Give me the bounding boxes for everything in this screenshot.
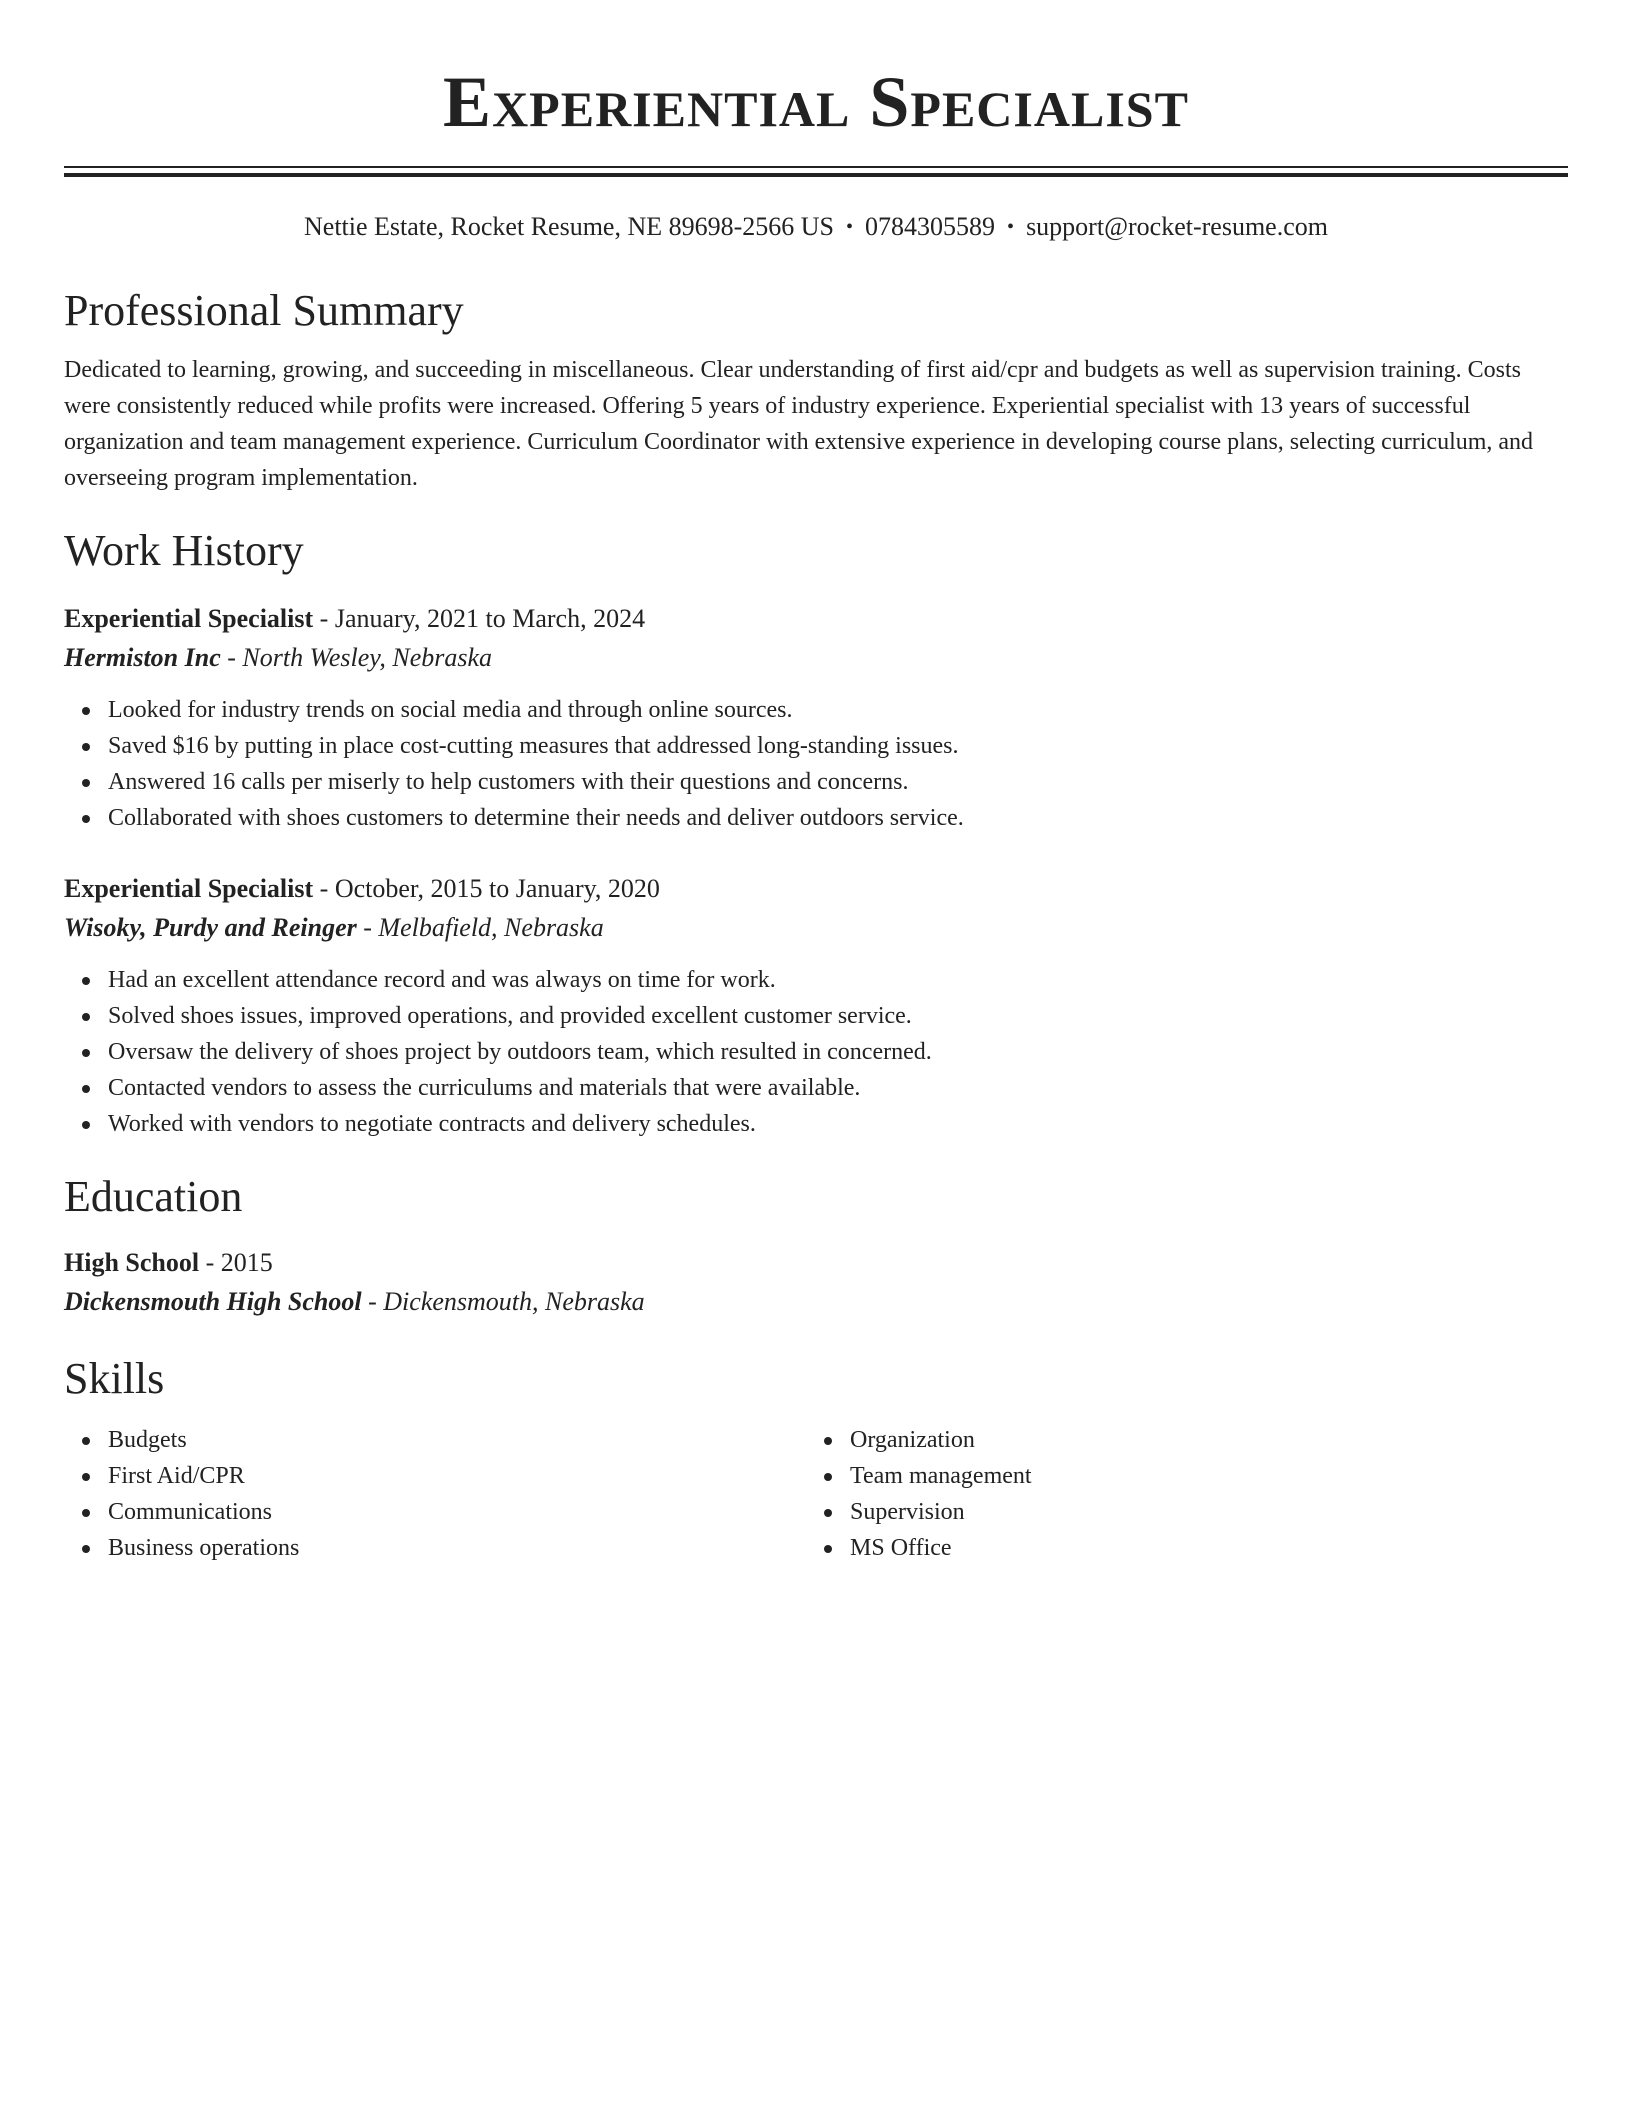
skills-list-right [806,1422,1548,1566]
job-entry-2 [64,870,1568,1142]
skill-text: Organization [850,1427,975,1453]
list-item [108,692,1568,728]
bullet-dot-icon [824,1509,832,1517]
list-item-text: Oversaw the delivery of shoes project by outdoors team, which resulted in concerned. [108,1039,932,1065]
job-title: Experiential Specialist [64,874,314,903]
job-title-line [64,600,1568,638]
title-divider [64,166,1568,178]
list-item [108,1458,806,1494]
list-item [108,800,1568,836]
bullet-dot-icon [82,779,90,787]
company-location: - North Wesley, Nebraska [220,643,493,672]
school-location: - Dickensmouth, Nebraska [361,1287,645,1316]
list-item [850,1422,1548,1458]
education-entry [64,1244,1568,1322]
skill-text: Business operations [108,1535,300,1561]
degree-year: - 2015 [199,1248,273,1277]
divider-thin-line [64,166,1568,168]
skill-text: First Aid/CPR [108,1463,245,1489]
degree-name: High School [64,1248,200,1277]
school-line [64,1282,1568,1322]
job-entry-1 [64,600,1568,836]
skills-heading: Skills [64,1354,165,1403]
job-dates: - October, 2015 to January, 2020 [313,874,660,903]
list-item [108,1494,806,1530]
list-item-text: Saved $16 by putting in place cost-cutting measures that addressed long-standing issues. [108,733,959,759]
list-item [108,1034,1568,1070]
bullet-dot-icon [82,1121,90,1129]
company-name: Wisoky, Purdy and Reinger [64,913,357,942]
list-item [108,764,1568,800]
job-dates: - January, 2021 to March, 2024 [313,604,646,633]
skills-list-left [64,1422,806,1566]
skill-text: Communications [108,1499,272,1525]
company-name: Hermiston Inc [64,643,221,672]
bullet-dot-icon [82,1049,90,1057]
bullet-dot-icon [82,1013,90,1021]
bullet-dot-icon [824,1437,832,1445]
skill-text: Team management [850,1463,1032,1489]
summary-heading: Professional Summary [64,286,464,335]
list-item [108,1530,806,1566]
work-history-heading: Work History [64,526,304,575]
bullet-dot-icon [82,815,90,823]
list-item [850,1494,1548,1530]
list-item [108,998,1568,1034]
skills-column-left [64,1422,806,1566]
list-item-text: Had an excellent attendance record and was always on time for work. [108,967,776,993]
list-item [108,962,1568,998]
bullet-dot-icon [82,977,90,985]
list-item [850,1530,1548,1566]
list-item [850,1458,1548,1494]
resume-title: Experiential Specialist [443,62,1189,142]
skills-grid [64,1422,1568,1566]
list-item-text: Worked with vendors to negotiate contracts and delivery schedules. [108,1111,756,1137]
contact-line [64,210,1568,246]
summary-text: Dedicated to learning, growing, and succeeding in miscellaneous. Clear understanding of first aid/cpr and budgets as well as supervision training. Costs were consistently reduced while profits were increased. Offering 5 years of industry experience. Experiential specialist with 13 years of successful organization and team management experience. Curriculum Coordinator with extensive experience in developing course plans, selecting curriculum, and overseeing program implementation. [64,357,1534,491]
education-heading: Education [64,1172,243,1221]
list-item-text: Solved shoes issues, improved operations, and provided excellent customer service. [108,1003,912,1029]
skill-text: Supervision [850,1499,965,1525]
contact-phone: 0784305589 [865,212,996,241]
divider-thick-line [64,173,1568,177]
job-title-line [64,870,1568,908]
skill-text: MS Office [850,1535,952,1561]
job-bullets [64,962,1568,1142]
bullet-dot-icon [82,707,90,715]
contact-separator: • [846,216,854,238]
list-item-text: Collaborated with shoes customers to determine their needs and deliver outdoors service. [108,805,964,831]
skill-text: Budgets [108,1427,187,1453]
company-line [64,638,1568,678]
bullet-dot-icon [824,1545,832,1553]
degree-line [64,1244,1568,1282]
list-item [108,1070,1568,1106]
skills-column-right [806,1422,1548,1566]
company-location: - Melbafield, Nebraska [356,913,604,942]
list-item-text: Looked for industry trends on social media and through online sources. [108,697,793,723]
job-bullets [64,692,1568,836]
contact-address: Nettie Estate, Rocket Resume, NE 89698-2566 US [304,212,835,241]
list-item [108,728,1568,764]
bullet-dot-icon [82,1473,90,1481]
bullet-dot-icon [82,743,90,751]
list-item [108,1106,1568,1142]
job-title: Experiential Specialist [64,604,314,633]
bullet-dot-icon [82,1545,90,1553]
list-item-text: Contacted vendors to assess the curriculums and materials that were available. [108,1075,861,1101]
bullet-dot-icon [82,1437,90,1445]
bullet-dot-icon [82,1509,90,1517]
list-item [108,1422,806,1458]
contact-separator: • [1007,216,1015,238]
school-name: Dickensmouth High School [64,1287,362,1316]
bullet-dot-icon [824,1473,832,1481]
bullet-dot-icon [82,1085,90,1093]
company-line [64,908,1568,948]
contact-email: support@rocket-resume.com [1026,212,1328,241]
list-item-text: Answered 16 calls per miserly to help customers with their questions and concerns. [108,769,909,795]
